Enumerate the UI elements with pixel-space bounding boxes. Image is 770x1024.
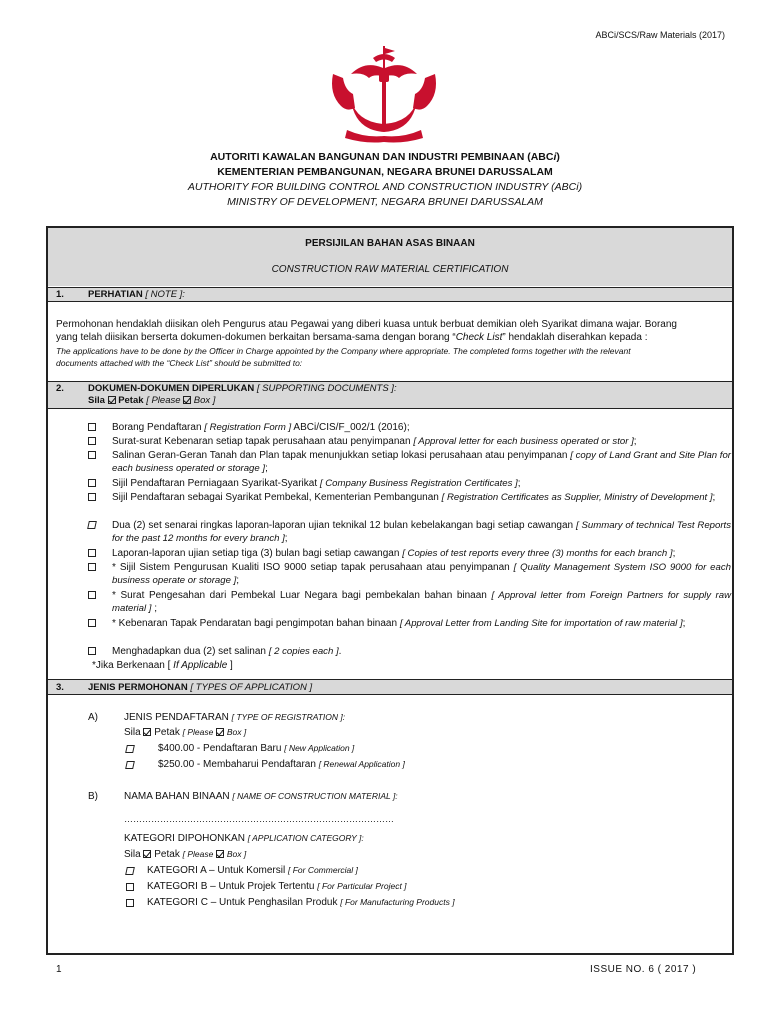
document-checkbox[interactable]: [87, 521, 97, 529]
category-checkbox-c[interactable]: [126, 899, 134, 907]
section-2-title: DOKUMEN-DOKUMEN DIPERLUKAN [ SUPPORTING DOCUMENTS ]:: [88, 383, 397, 394]
document-checkbox[interactable]: [88, 563, 96, 571]
document-item: Borang Pendaftaran [ Registration Form ] ABCi/CIS/F_002/1 (2016);: [88, 421, 731, 434]
check-icon: [108, 396, 116, 404]
section-1-title: PERHATIAN [ NOTE ]:: [88, 289, 185, 300]
issue-number: ISSUE NO. 6 ( 2017 ): [590, 964, 697, 975]
category-option-c: KATEGORI C – Untuk Penghasilan Produk [ For Manufacturing Products ]: [124, 897, 624, 908]
registration-type-instruction: Sila Petak [ Please Box ]: [124, 727, 247, 738]
section-1-number: 1.: [56, 289, 64, 300]
subsection-b-label: B): [88, 791, 98, 802]
document-checkbox[interactable]: [88, 437, 96, 445]
document-item: Sijil Pendaftaran Perniagaan Syarikat-Syarikat [ Company Business Registration Certificates ];: [88, 477, 731, 490]
check-icon: [216, 728, 224, 736]
document-item: Menghadapkan dua (2) set salinan [ 2 copies each ].: [88, 645, 731, 658]
section-3-title: JENIS PERMOHONAN [ TYPES OF APPLICATION ]: [88, 682, 313, 693]
document-item: Surat-surat Kebenaran setiap tapak perusahaan atau penyimpanan [ Approval letter for each business operated or stor ];: [88, 435, 731, 448]
registration-option-new: $400.00 - Pendaftaran Baru [ New Application ]: [124, 743, 624, 754]
check-icon: [183, 396, 191, 404]
document-checkbox[interactable]: [88, 451, 96, 459]
category-checkbox-b[interactable]: [126, 883, 134, 891]
document-item: * Kebenaran Tapak Pendaratan bagi pengimpotan bahan binaan [ Approval Letter from Landing Site for importation of raw material ];: [88, 617, 731, 630]
note-paragraph-ms: Permohonan hendaklah diisikan oleh Pengurus atau Pegawai yang diberi kuasa untuk berbuat demikian oleh Syarikat dimana wajar. Borang yang telah diisikan berserta dokumen-dokumen berkaitan bersama-sama dengan borang “Check List” hendaklah diserahkan kepada :: [56, 319, 677, 343]
document-item: Salinan Geran-Geran Tanah dan Plan tapak menunjukkan setiap lokasi perusahaan atau penyimpanan [ copy of Land Grant and Site Plan for each business operated or storage ];: [88, 449, 731, 475]
page-number: 1: [56, 964, 62, 975]
document-checkbox[interactable]: [88, 647, 96, 655]
registration-option-renewal: $250.00 - Membaharui Pendaftaran [ Renewal Application ]: [124, 759, 624, 770]
document-reference: ABCi/SCS/Raw Materials (2017): [595, 30, 725, 40]
document-item: Sijil Pendaftaran sebagai Syarikat Pembekal, Kementerian Pembangunan [ Registration Certificates as Supplier, Ministry of Development ];: [88, 491, 731, 504]
document-item: * Sijil Sistem Pengurusan Kualiti ISO 9000 setiap tapak perusahaan atau penyimpanan [ Quality Management System ISO 9000 for each business operate or storage ];: [88, 561, 731, 587]
registration-checkbox-renewal[interactable]: [125, 761, 135, 769]
material-name-title: NAMA BAHAN BINAAN [ NAME OF CONSTRUCTION MATERIAL ]:: [124, 791, 398, 802]
header-line-2: KEMENTERIAN PEMBANGUNAN, NEGARA BRUNEI DARUSSALAM: [217, 166, 553, 178]
category-checkbox-a[interactable]: [125, 867, 135, 875]
category-option-a: KATEGORI A – Untuk Komersil [ For Commercial ]: [124, 865, 624, 876]
document-checkbox[interactable]: [88, 549, 96, 557]
category-option-b: KATEGORI B – Untuk Projek Tertentu [ For Particular Project ]: [124, 881, 624, 892]
section-2-instruction: Sila Petak [ Please Box ]: [88, 395, 216, 406]
check-icon: [143, 850, 151, 858]
subsection-a-label: A): [88, 712, 98, 723]
category-title: KATEGORI DIPOHONKAN [ APPLICATION CATEGORY ]:: [124, 833, 364, 844]
document-item: Dua (2) set senarai ringkas laporan-laporan ujian teknikal 12 bulan kebelakangan bagi setiap cawangan [ Summary of technical Test Reports for the past 12 months for every branch ];: [88, 519, 731, 545]
document-item: Laporan-laporan ujian setiap tiga (3) bulan bagi setiap cawangan [ Copies of test reports every three (3) months for each branch ];: [88, 547, 731, 560]
document-checkbox[interactable]: [88, 493, 96, 501]
document-checkbox[interactable]: [88, 479, 96, 487]
check-icon: [143, 728, 151, 736]
material-name-field[interactable]: ………………………………………………………………………………: [124, 814, 394, 824]
registration-type-title: JENIS PENDAFTARAN [ TYPE OF REGISTRATION ]:: [124, 712, 346, 723]
header-line-1: AUTORITI KAWALAN BANGUNAN DAN INDUSTRI PEMBINAAN (ABCi): [210, 151, 560, 163]
applicability-note: *Jika Berkenaan [ If Applicable ]: [92, 660, 233, 671]
title-bar: [48, 228, 732, 286]
note-paragraph-en: The applications have to be done by the Officer in Charge appointed by the Company where appropriate. The completed forms together with the relevant documents attached with the “Check List” should be submitted to:: [56, 346, 631, 368]
brunei-crest-icon: [325, 44, 443, 144]
header-line-3: AUTHORITY FOR BUILDING CONTROL AND CONSTRUCTION INDUSTRY (ABCi): [187, 181, 583, 193]
check-icon: [216, 850, 224, 858]
section-3-number: 3.: [56, 682, 64, 693]
form-subtitle: CONSTRUCTION RAW MATERIAL CERTIFICATION: [271, 264, 509, 275]
document-checkbox[interactable]: [88, 619, 96, 627]
registration-checkbox-new[interactable]: [125, 745, 135, 753]
category-instruction: Sila Petak [ Please Box ]: [124, 849, 247, 860]
section-2-number: 2.: [56, 383, 64, 394]
header-line-4: MINISTRY OF DEVELOPMENT, NEGARA BRUNEI DARUSSALAM: [227, 196, 543, 208]
document-checkbox[interactable]: [88, 591, 96, 599]
document-checkbox[interactable]: [88, 423, 96, 431]
form-title: PERSIJILAN BAHAN ASAS BINAAN: [305, 238, 475, 249]
document-item: * Surat Pengesahan dari Pembekal Luar Negara bagi pembekalan bahan binaan [ Approval letter from Foreign Partners for supply raw material ] ;: [88, 589, 731, 615]
